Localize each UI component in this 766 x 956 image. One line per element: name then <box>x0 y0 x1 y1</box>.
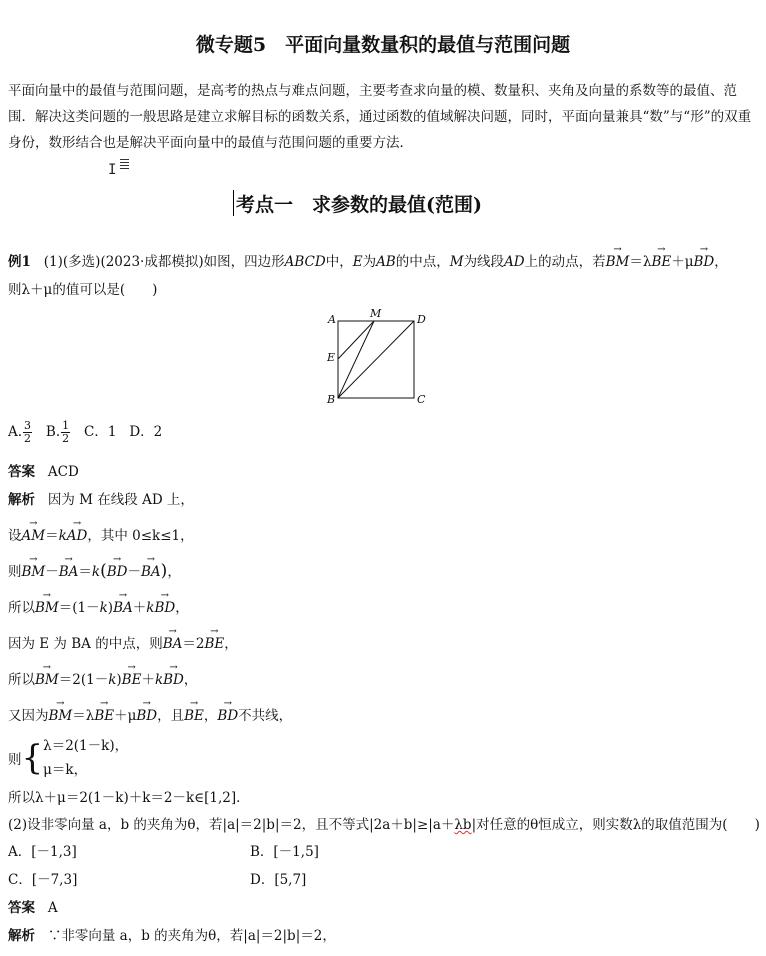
analysis-label: 解析 <box>8 928 35 944</box>
answer-label: 答案 <box>8 900 35 916</box>
stem-var: E <box>352 254 363 270</box>
intro-paragraph: 平面向量中的最值与范围问题，是高考的热点与难点问题，主要考查求向量的模、数量积、夹角及向量的系数等的最值、范围．解决这类问题的一般思路是建立求解目标的函数关系，通过函数的值域解决问题，同时，平面向量兼具“数”与“形”的双重身份，数形结合也是解决平面向量中的最值与范围问题的重要方法． <box>8 83 752 151</box>
analysis-text: 不共线， <box>238 708 293 724</box>
analysis-line-3: 则→ BM－→ BA＝k(→ BD－→ BA)， <box>8 560 181 581</box>
analysis-text: 因为 E 为 BA 的中点， <box>8 636 150 652</box>
answer-value: A <box>47 900 58 916</box>
point-c-label: C <box>417 393 426 406</box>
part2-option-a: A．[－1,3] <box>8 844 77 860</box>
analysis-conclusion: 所以λ＋μ＝2(1－k)＋k＝2－k∈[1,2]． <box>8 790 250 806</box>
analysis-line-4: 所以→ BM＝(1－k)→ BA＋k→ BD， <box>8 596 189 616</box>
analysis-text: ∵非零向量 a，b 的夹角为θ，若|a|＝2|b|＝2， <box>47 928 336 944</box>
stem-text: 中， <box>325 254 353 270</box>
example-label: 例1 <box>8 254 31 270</box>
option-a-fraction <box>23 420 32 445</box>
vec-be: → BE <box>651 254 671 270</box>
part2-stem <box>8 813 760 833</box>
frac-num: 3 <box>24 419 32 432</box>
part2-option-d: D．[5,7] <box>250 872 307 888</box>
analysis-text: 又因为 <box>8 708 49 724</box>
page-title: 微专题5 平面向量数量积的最值与范围问题 <box>195 34 571 56</box>
option-b-fraction <box>61 420 70 445</box>
part2-stem-squiggle: λb <box>454 817 472 833</box>
answer-label: 答案 <box>8 464 35 480</box>
example1-answer <box>8 460 79 480</box>
analysis-text: 因为 M 在线段 AD 上， <box>47 492 194 508</box>
analysis-text: 其中 0≤k≤1， <box>100 528 194 544</box>
part2-option-c: C．[－7,3] <box>8 872 78 888</box>
analysis-line-7: 又因为→ BM＝λ→ BE＋μ→ BD，且→ BE，→ BD不共线， <box>8 704 292 724</box>
stem-text: 如图，四边形 <box>203 254 285 270</box>
part2-option-b: B．[－1,5] <box>250 844 319 860</box>
stem-text: 为 <box>362 254 377 270</box>
stem-text: ＝λ <box>629 254 652 270</box>
option-a-label: A. <box>8 424 23 440</box>
square-figure <box>322 308 432 408</box>
stem-text: 为线段 <box>463 254 505 270</box>
example1-stem-line2: 则λ＋μ的值可以是( ) <box>8 282 158 298</box>
text-cursor-lines-icon <box>120 159 129 169</box>
stem-text: 上的动点，若 <box>524 254 606 270</box>
analysis-system: 则{λ＝2(1－k)， μ＝k， <box>8 738 129 778</box>
analysis-line-1 <box>8 488 194 508</box>
option-d: D．2 <box>129 424 163 440</box>
part2-stem-tail: |对任意的θ恒成立，则实数λ的取值范围为( ) <box>471 817 760 833</box>
point-a-label: A <box>328 313 336 326</box>
part2-answer <box>8 896 58 916</box>
stem-var: AB <box>376 254 396 270</box>
point-d-label: D <box>417 313 426 326</box>
point-m-label: M <box>370 308 382 320</box>
analysis-line-5: 因为 E 为 BA 的中点，则→ BA＝2→ BE， <box>8 632 238 652</box>
text-cursor-icon: I <box>108 162 117 178</box>
example-source: (1)(多选)(2023·成都模拟) <box>43 254 204 270</box>
stem-var: M <box>449 254 464 270</box>
stem-text: 的中点， <box>395 254 450 270</box>
example1-options <box>8 420 162 445</box>
example1-stem <box>8 250 728 270</box>
stem-var: ABCD <box>284 254 326 270</box>
caret <box>233 190 234 216</box>
analysis-line-2: 设→ AM＝k→ AD，其中 0≤k≤1， <box>8 524 194 544</box>
section-title: 考点一 求参数的最值(范围) <box>236 194 482 216</box>
answer-value: ACD <box>47 464 79 480</box>
system-eq-2: μ＝k， <box>43 762 88 778</box>
point-e-label: E <box>327 351 336 364</box>
option-c: C．1 <box>84 424 117 440</box>
vec-bd: → BD <box>694 254 715 270</box>
frac-den: 2 <box>24 432 32 445</box>
frac-den: 2 <box>62 432 70 445</box>
vec-bm: → BM <box>606 254 630 270</box>
part2-stem-text: (2)设非零向量 a，b 的夹角为θ，若|a|＝2|b|＝2，且不等式|2a＋b|≥|a＋ <box>8 817 455 833</box>
part2-analysis <box>8 924 336 944</box>
frac-num: 1 <box>62 419 70 432</box>
analysis-label: 解析 <box>8 492 35 508</box>
stem-text: ＋μ <box>671 254 694 270</box>
option-b-label: B. <box>45 424 61 440</box>
stem-var: AD <box>504 254 525 270</box>
analysis-line-6: 所以→ BM＝2(1－k)→ BE＋k→ BD， <box>8 668 197 688</box>
system-eq-1: λ＝2(1－k)， <box>43 738 129 754</box>
point-b-label: B <box>327 393 336 406</box>
stem-text: ， <box>714 254 728 270</box>
